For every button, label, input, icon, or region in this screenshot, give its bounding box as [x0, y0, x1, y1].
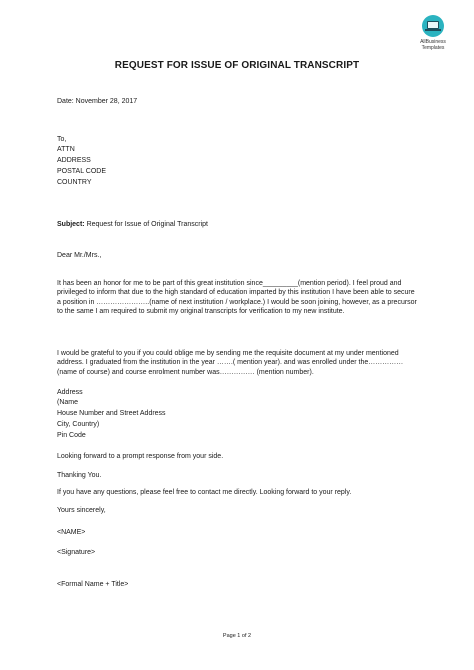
thanks-line: Thanking You.	[57, 472, 102, 479]
body-paragraph-1: It has been an honor for me to be part of this great institution since_________(mention period). I feel proud and privileged to inform that due to the high standard of education imparted by this institution I have been able to secure a position in …………………..(name of next institution / workplace.) I would be soon joining, however, as a precursor to the same I am required to submit my original transcripts for verification to my new institute.	[57, 280, 417, 316]
address-line-city: City, Country)	[57, 421, 100, 428]
brand-name-line1: AllBusiness	[420, 39, 446, 45]
laptop-icon	[422, 15, 444, 37]
address-line-pin: Pin Code	[57, 432, 86, 439]
sign-off: Yours sincerely,	[57, 507, 106, 514]
recipient-line-postal-code: POSTAL CODE	[57, 168, 107, 175]
recipient-line-country: COUNTRY	[57, 179, 92, 186]
subject-label: Subject:	[57, 221, 85, 228]
questions-line: If you have any questions, please feel free to contact me directly. Looking forward to your reply.	[57, 489, 352, 496]
name-placeholder: <NAME>	[57, 529, 86, 536]
subject-text: Request for Issue of Original Transcript	[84, 221, 208, 228]
page-number: Page 1 of 2	[222, 633, 252, 639]
subject-line	[57, 220, 208, 229]
document-title: REQUEST FOR ISSUE OF ORIGINAL TRANSCRIPT	[114, 60, 360, 71]
body-paragraph-2: I would be grateful to you if you could oblige me by sending me the requisite document at my under mentioned address. I graduated from the institution in the year …….( mention year). and was enrolled under the……………(name of course) and course enrolment number was…………… (mention number).	[57, 350, 404, 376]
salutation: Dear Mr./Mrs.,	[57, 252, 102, 259]
signature-placeholder: <Signature>	[57, 549, 96, 556]
recipient-line-to: To,	[57, 136, 67, 143]
formal-name-placeholder: <Formal Name + Title>	[57, 581, 129, 588]
recipient-line-attn: ATTN	[57, 146, 75, 153]
address-line-label: Address	[57, 389, 83, 396]
closing-line: Looking forward to a prompt response from your side.	[57, 453, 224, 460]
address-line-street: House Number and Street Address	[57, 410, 166, 417]
letter-date: Date: November 28, 2017	[57, 98, 138, 105]
recipient-line-address: ADDRESS	[57, 157, 91, 164]
address-line-name: (Name	[57, 399, 79, 406]
brand-name-line2: Templates	[421, 45, 445, 51]
brand-logo	[411, 15, 455, 51]
